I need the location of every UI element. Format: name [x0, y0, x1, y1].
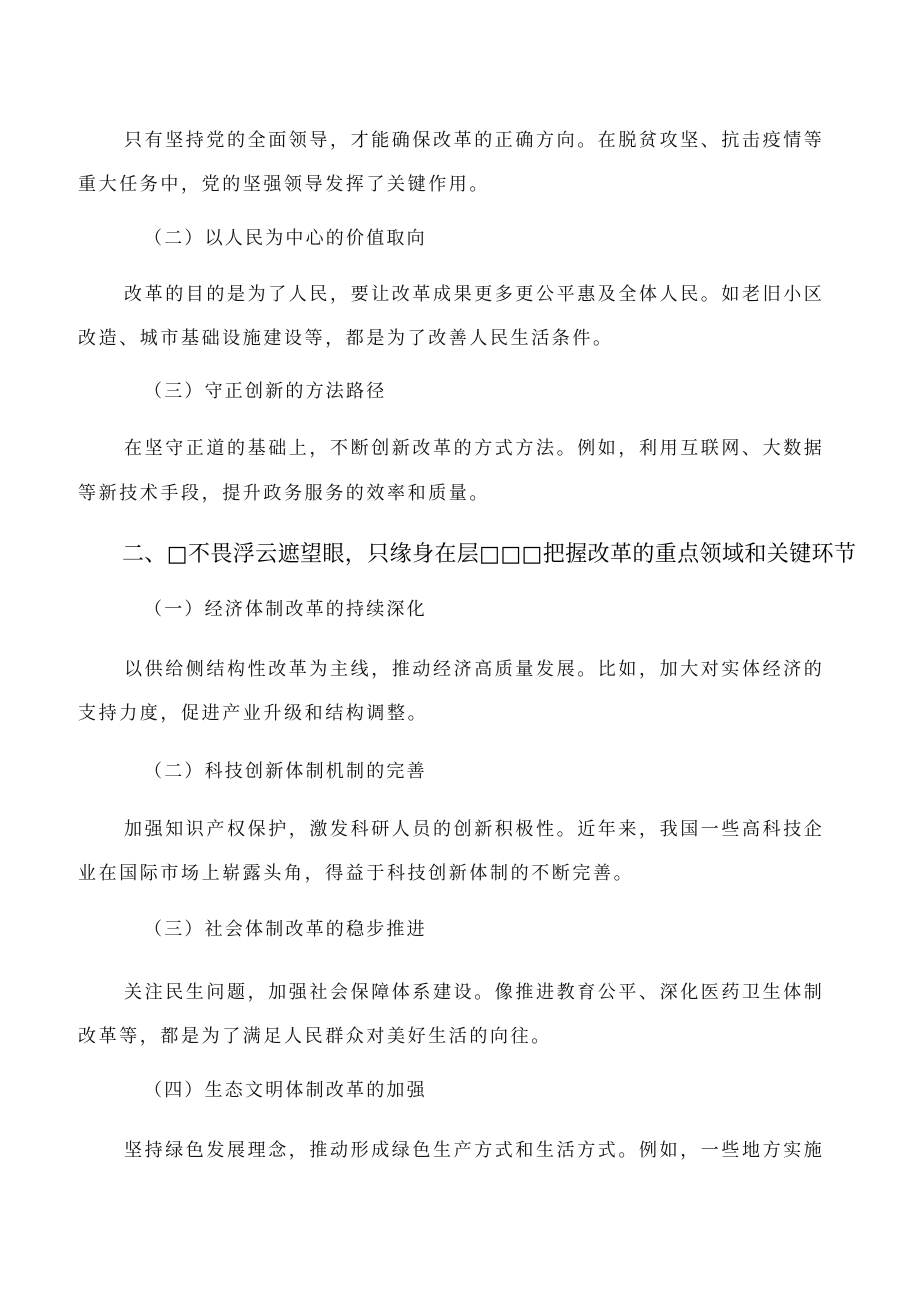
paragraph-line: 重大任务中，党的坚强领导发挥了关键作用。 — [78, 174, 490, 195]
paragraph-line: 改革等，都是为了满足人民群众对美好生活的向往。 — [78, 1026, 552, 1047]
paragraph-line: 加强知识产权保护，激发科研人员的创新积极性。近年来，我国一些高科技企 — [124, 819, 825, 840]
paragraph-line: 在坚守正道的基础上，不断创新改革的方式方法。例如，利用互联网、大数据 — [124, 438, 825, 459]
subheading-people-centered: （二）以人民为中心的价值取向 — [144, 228, 427, 249]
subheading-tech-innovation: （二）科技创新体制机制的完善 — [144, 761, 427, 782]
paragraph-line: 以供给侧结构性改革为主线，推动经济高质量发展。比如，加大对实体经济的 — [124, 659, 825, 680]
subheading-social-reform: （三）社会体制改革的稳步推进 — [144, 919, 427, 940]
paragraph-line: 等新技术手段，提升政务服务的效率和质量。 — [78, 483, 490, 504]
subheading-economic-reform: （一）经济体制改革的持续深化 — [144, 599, 427, 620]
paragraph-line: 关注民生问题，加强社会保障体系建设。像推进教育公平、深化医药卫生体制 — [124, 982, 825, 1003]
paragraph-line: 改革的目的是为了人民，要让改革成果更多更公平惠及全体人民。如老旧小区 — [124, 284, 825, 305]
subheading-innovation-path: （三）守正创新的方法路径 — [144, 381, 387, 402]
paragraph-line: 只有坚持党的全面领导，才能确保改革的正确方向。在脱贫攻坚、抗击疫情等 — [124, 130, 825, 151]
paragraph-line: 坚持绿色发展理念，推动形成绿色生产方式和生活方式。例如，一些地方实施 — [124, 1140, 825, 1161]
paragraph-line: 支持力度，促进产业升级和结构调整。 — [78, 703, 429, 724]
subheading-ecological-reform: （四）生态文明体制改革的加强 — [144, 1080, 427, 1101]
paragraph-line: 改造、城市基础设施建设等，都是为了改善人民生活条件。 — [78, 328, 614, 349]
section-heading-two: 二、□不畏浮云遮望眼，只缘身在层□□□把握改革的重点领域和关键环节 — [122, 542, 857, 567]
paragraph-line: 业在国际市场上崭露头角，得益于科技创新体制的不断完善。 — [78, 863, 635, 884]
